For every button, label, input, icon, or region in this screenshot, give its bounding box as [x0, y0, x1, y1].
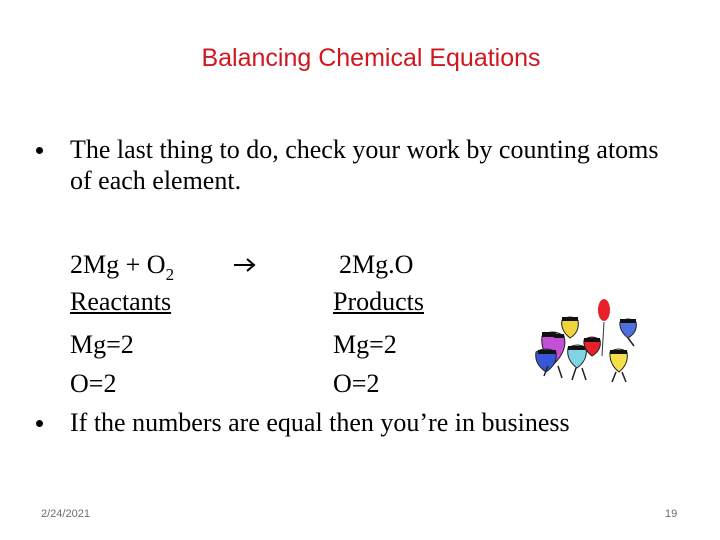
bullet-text-equal-numbers: If the numbers are equal then you’re in business — [70, 408, 570, 437]
products-heading: Products — [333, 287, 424, 316]
reactants-heading: Reactants — [70, 287, 172, 316]
products-count-mg: Mg=2 — [333, 330, 397, 359]
equation-reactants — [70, 249, 174, 283]
reaction-arrow-icon — [232, 250, 258, 280]
reactants-count-mg: Mg=2 — [70, 330, 134, 359]
equation-subscript: 2 — [165, 265, 175, 284]
party-molecules-icon — [528, 296, 668, 386]
reactants-count-o: O=2 — [70, 369, 117, 398]
slide-page-number: 19 — [665, 508, 678, 520]
equation-reactants-formula: 2Mg + O — [70, 250, 166, 279]
slide-date: 2/24/2021 — [41, 508, 90, 520]
slide-title: Balancing Chemical Equations — [201, 44, 541, 72]
equation-products-formula: 2Mg.O — [339, 250, 414, 279]
products-count-o: O=2 — [333, 369, 380, 398]
bullet-text-check-work: The last thing to do, check your work by counting atoms of each element. — [70, 135, 659, 195]
